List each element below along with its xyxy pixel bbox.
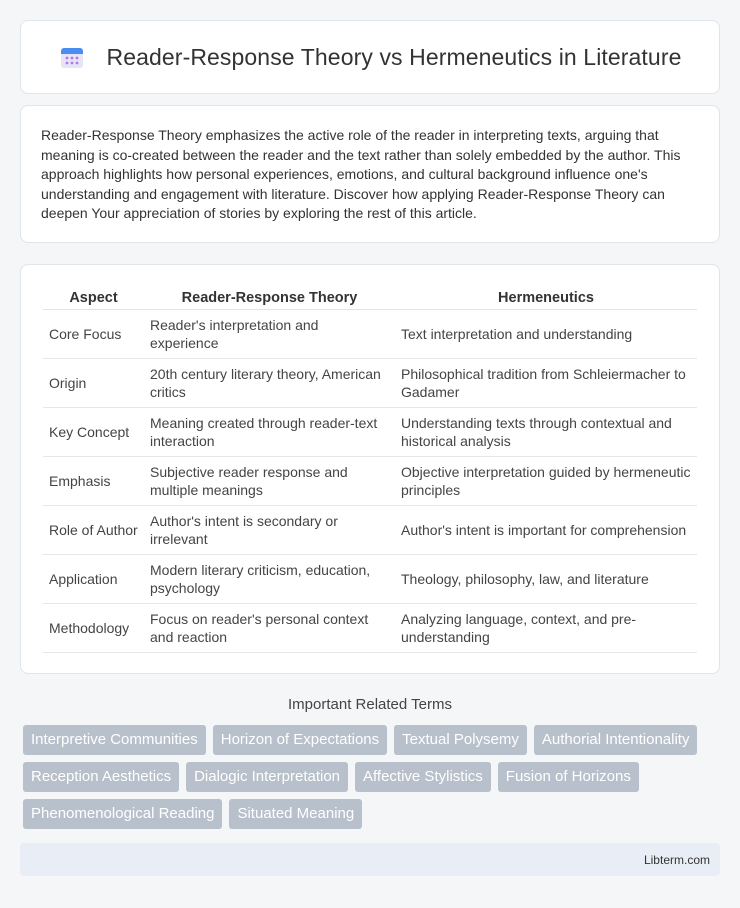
row-reader-response: Modern literary criticism, education, psychology: [144, 554, 395, 603]
comparison-table: [43, 285, 697, 653]
row-hermeneutics: Understanding texts through contextual and historical analysis: [395, 407, 697, 456]
related-term-tag[interactable]: Authorial Intentionality: [534, 725, 698, 755]
related-term-tag[interactable]: Dialogic Interpretation: [186, 762, 348, 792]
row-aspect: Role of Author: [43, 505, 144, 554]
row-aspect: Key Concept: [43, 407, 144, 456]
table-row: [43, 456, 697, 505]
row-reader-response: Focus on reader's personal context and reaction: [144, 603, 395, 652]
row-aspect: Application: [43, 554, 144, 603]
footer-site-link[interactable]: Libterm.com: [643, 852, 710, 867]
header-reader-response: Reader-Response Theory: [144, 285, 395, 309]
calendar-icon: [59, 44, 85, 70]
related-terms-title: Important Related Terms: [288, 696, 452, 713]
row-reader-response: Subjective reader response and multiple meanings: [144, 456, 395, 505]
row-hermeneutics: Philosophical tradition from Schleiermacher to Gadamer: [395, 358, 697, 407]
comparison-table-card: [20, 264, 720, 674]
title-card: [20, 20, 720, 94]
row-hermeneutics: Text interpretation and understanding: [395, 309, 697, 358]
row-hermeneutics: Author's intent is important for comprehension: [395, 505, 697, 554]
related-term-tag[interactable]: Interpretive Communities: [23, 725, 206, 755]
row-hermeneutics: Analyzing language, context, and pre-understanding: [395, 603, 697, 652]
row-aspect: Methodology: [43, 603, 144, 652]
row-reader-response: Meaning created through reader-text interaction: [144, 407, 395, 456]
related-term-tag[interactable]: Phenomenological Reading: [23, 799, 222, 829]
header-hermeneutics: Hermeneutics: [395, 285, 697, 309]
row-aspect: Origin: [43, 358, 144, 407]
related-term-tag[interactable]: Fusion of Horizons: [498, 762, 639, 792]
related-terms-list: [20, 725, 720, 829]
row-aspect: Emphasis: [43, 456, 144, 505]
related-terms-section: [20, 696, 720, 829]
footer: [20, 843, 720, 876]
related-term-tag[interactable]: Textual Polysemy: [394, 725, 527, 755]
table-row: [43, 309, 697, 358]
related-term-tag[interactable]: Reception Aesthetics: [23, 762, 179, 792]
page-title: Reader-Response Theory vs Hermeneutics in Literature: [106, 43, 682, 70]
row-aspect: Core Focus: [43, 309, 144, 358]
row-hermeneutics: Objective interpretation guided by hermeneutic principles: [395, 456, 697, 505]
header-aspect: Aspect: [43, 285, 144, 309]
table-row: [43, 505, 697, 554]
table-row: [43, 554, 697, 603]
row-reader-response: Author's intent is secondary or irrelevant: [144, 505, 395, 554]
related-term-tag[interactable]: Horizon of Expectations: [213, 725, 387, 755]
table-row: [43, 358, 697, 407]
row-hermeneutics: Theology, philosophy, law, and literature: [395, 554, 697, 603]
related-term-tag[interactable]: Affective Stylistics: [355, 762, 491, 792]
row-reader-response: Reader's interpretation and experience: [144, 309, 395, 358]
table-header-row: [43, 285, 697, 309]
row-reader-response: 20th century literary theory, American critics: [144, 358, 395, 407]
intro-paragraph: Reader-Response Theory emphasizes the active role of the reader in interpreting texts, arguing that meaning is co-created between the reader and the text rather than solely embedded by the author. This approach highlights how personal experiences, emotions, and cultural background influence one's understanding and engagement with literature. Discover how applying Reader-Response Theory can deepen Your appreciation of stories by exploring the rest of this article.: [41, 127, 681, 221]
intro-card: [20, 105, 720, 243]
related-term-tag[interactable]: Situated Meaning: [229, 799, 362, 829]
table-row: [43, 407, 697, 456]
table-row: [43, 603, 697, 652]
